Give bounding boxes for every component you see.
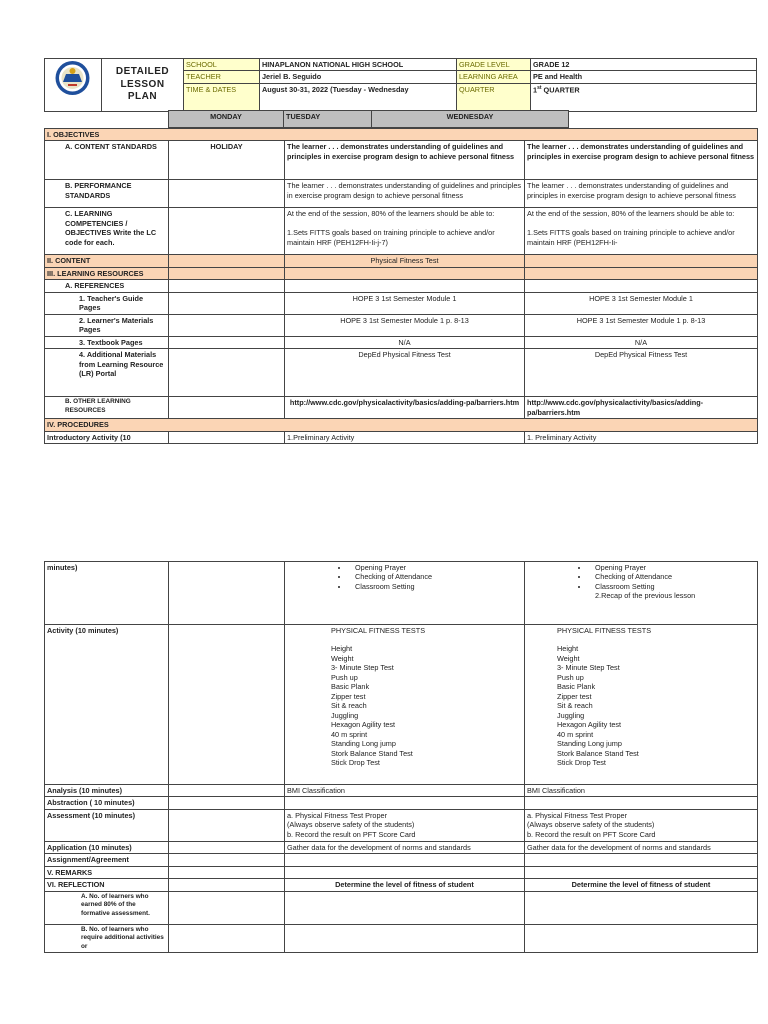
list-item: Stick Drop Test [557, 758, 606, 768]
intro-activity-label: Introductory Activity (10 [45, 431, 169, 443]
performance-wednesday: The learner . . . demonstrates understanding of guidelines and principles in exercise program design to achieve personal fitness [525, 180, 758, 208]
list-item: Juggling [557, 710, 585, 720]
teachers-guide-wednesday: HOPE 3 1st Semester Module 1 [525, 292, 758, 314]
learners-80-label: A. No. of learners who earned 80% of the formative assessment. [45, 891, 169, 924]
deped-seal-logo [45, 59, 102, 112]
area-label: LEARNING AREA [457, 71, 531, 83]
other-resources-link-wednesday[interactable]: http://www.cdc.gov/physicalactivity/basics/adding-pa/barriers.htm [525, 397, 758, 419]
assignment-label: Assignment/Agreement [45, 854, 169, 866]
teacher-label: TEACHER [184, 71, 260, 83]
holiday-label: HOLIDAY [169, 141, 285, 180]
content-standards-tuesday: The learner . . . demonstrates understanding of guidelines and principles in exercise program design to achieve personal fitness [285, 141, 525, 180]
list-item: Juggling [331, 710, 359, 720]
analysis-label: Analysis (10 minutes) [45, 785, 169, 797]
grade-value: GRADE 12 [531, 59, 757, 71]
section-reflection: VI. REFLECTION [45, 879, 169, 891]
textbook-label: 3. Textbook Pages [45, 336, 169, 348]
header-table [44, 58, 757, 112]
list-item: Weight [331, 653, 354, 663]
content-standards-label: A. CONTENT STANDARDS [45, 141, 169, 180]
day-monday: MONDAY [169, 111, 284, 128]
school-value: HINAPLANON NATIONAL HIGH SCHOOL [260, 59, 457, 71]
time-label: TIME & DATES [184, 83, 260, 111]
list-item: Zipper test [557, 691, 592, 701]
content-value: Physical Fitness Test [285, 255, 525, 267]
assessment-label: Assessment (10 minutes) [45, 809, 169, 841]
pft-title: PHYSICAL FITNESS TESTS [557, 626, 652, 635]
quarter-label: QUARTER [457, 83, 531, 111]
list-item: Basic Plank [331, 682, 370, 692]
textbook-wednesday: N/A [525, 336, 758, 348]
lesson-table-page1 [44, 128, 758, 444]
list-item: Sit & reach [331, 701, 367, 711]
additional-materials-label: 4. Additional Materials from Learning Resource (LR) Portal [45, 349, 169, 397]
competencies-wednesday: At the end of the session, 80% of the learners should be able to: 1.Sets FITTS goals based on training principle to achieve and/or maintain HRF (PEH12FH-Ii- [525, 208, 758, 255]
list-item: • Classroom Setting [589, 582, 755, 591]
list-item: 40 m sprint [331, 729, 368, 739]
performance-tuesday: The learner . . . demonstrates understanding of guidelines and principles in exercise program design to achieve personal fitness [285, 180, 525, 208]
abstraction-label: Abstraction ( 10 minutes) [45, 797, 169, 809]
other-resources-label: B. OTHER LEARNING RESOURCES [45, 397, 169, 419]
list-item: • Checking of Attendance [589, 572, 755, 581]
learners-materials-wednesday: HOPE 3 1st Semester Module 1 p. 8-13 [525, 314, 758, 336]
references-label: A. REFERENCES [45, 280, 169, 292]
assessment-wednesday: a. Physical Fitness Test Proper (Always observe safety of the students) b. Record the result on PFT Score Card [525, 809, 758, 841]
quarter-value: 1st QUARTER [531, 83, 757, 111]
other-resources-link-tuesday[interactable]: http://www.cdc.gov/physicalactivity/basics/adding-pa/barriers.htm [285, 397, 525, 419]
lesson-table-page2 [44, 561, 758, 953]
list-item: 40 m sprint [557, 729, 594, 739]
section-objectives: I. OBJECTIVES [45, 129, 758, 141]
lesson-plan-title: DETAILED LESSON PLAN [102, 59, 184, 112]
application-tuesday: Gather data for the development of norms and standards [285, 841, 525, 853]
day-tuesday: TUESDAY [284, 111, 372, 128]
grade-label: GRADE LEVEL [457, 59, 531, 71]
competencies-label: C. LEARNING COMPETENCIES / OBJECTIVES Write the LC code for each. [45, 208, 169, 255]
list-item: • Checking of Attendance [349, 572, 522, 581]
prelim-list-tuesday [285, 562, 525, 625]
reflection-tuesday: Determine the level of fitness of student [285, 879, 525, 891]
list-item: 3- Minute Step Test [557, 663, 620, 673]
list-item: • Opening Prayer [349, 563, 522, 572]
area-value: PE and Health [531, 71, 757, 83]
pft-title: PHYSICAL FITNESS TESTS [331, 626, 426, 635]
section-resources: III. LEARNING RESOURCES [45, 267, 169, 279]
list-item: Zipper test [331, 691, 366, 701]
list-item: Push up [557, 672, 584, 682]
bmi-tuesday: BMI Classification [285, 785, 525, 797]
textbook-tuesday: N/A [285, 336, 525, 348]
performance-standards-label: B. PERFORMANCE STANDARDS [45, 180, 169, 208]
list-item: Height [557, 644, 579, 654]
time-value: August 30-31, 2022 (Tuesday - Wednesday [260, 83, 457, 111]
section-content: II. CONTENT [45, 255, 169, 267]
bmi-wednesday: BMI Classification [525, 785, 758, 797]
pft-list-wednesday [525, 625, 758, 785]
list-item: Hexagon Agility test [557, 720, 622, 730]
days-header [168, 110, 569, 128]
list-item: Stick Drop Test [331, 758, 380, 768]
teacher-value: Jeriel B. Seguido [260, 71, 457, 83]
list-item: Sit & reach [557, 701, 593, 711]
learners-materials-label: 2. Learner's Materials Pages [45, 314, 169, 336]
school-label: SCHOOL [184, 59, 260, 71]
section-remarks: V. REMARKS [45, 866, 169, 878]
list-item: Basic Plank [557, 682, 596, 692]
section-procedures: IV. PROCEDURES [45, 419, 758, 431]
list-item: • Opening Prayer [589, 563, 755, 572]
list-item: Stork Balance Stand Test [331, 748, 413, 758]
list-item: Standing Long jump [331, 739, 396, 749]
teachers-guide-tuesday: HOPE 3 1st Semester Module 1 [285, 292, 525, 314]
day-wednesday: WEDNESDAY [372, 111, 569, 128]
prelim-list-wednesday [525, 562, 758, 625]
list-item: 3- Minute Step Test [331, 663, 394, 673]
list-item: Push up [331, 672, 358, 682]
application-label: Application (10 minutes) [45, 841, 169, 853]
competencies-tuesday: At the end of the session, 80% of the learners should be able to: 1.Sets FITTS goals based on training principle to achieve and/or maintain HRF (PEH12FH-Ii-j-7) [285, 208, 525, 255]
content-standards-wednesday: The learner . . . demonstrates understanding of guidelines and principles in exercise program design to achieve personal fitness [525, 141, 758, 180]
list-item: Weight [557, 653, 580, 663]
pft-list-tuesday [285, 625, 525, 785]
additional-wednesday: DepEd Physical Fitness Test [525, 349, 758, 397]
teachers-guide-label: 1. Teacher's Guide Pages [45, 292, 169, 314]
additional-tuesday: DepEd Physical Fitness Test [285, 349, 525, 397]
reflection-wednesday: Determine the level of fitness of student [525, 879, 758, 891]
application-wednesday: Gather data for the development of norms and standards [525, 841, 758, 853]
intro-wednesday: 1. Preliminary Activity [525, 431, 758, 443]
list-item: Standing Long jump [557, 739, 622, 749]
activity-label: Activity (10 minutes) [45, 625, 169, 785]
learners-materials-tuesday: HOPE 3 1st Semester Module 1 p. 8-13 [285, 314, 525, 336]
assessment-tuesday: a. Physical Fitness Test Proper (Always observe safety of the students) b. Record the result on PFT Score Card [285, 809, 525, 841]
minutes-label: minutes) [45, 562, 169, 625]
list-item: Stork Balance Stand Test [557, 748, 639, 758]
intro-tuesday: 1.Preliminary Activity [285, 431, 525, 443]
list-item: Height [331, 644, 353, 654]
list-item: Hexagon Agility test [331, 720, 396, 730]
recap-text: 2.Recap of the previous lesson [595, 591, 696, 601]
learners-remediation-label: B. No. of learners who require additional activities or [45, 924, 169, 952]
list-item: • Classroom Setting [349, 582, 522, 591]
